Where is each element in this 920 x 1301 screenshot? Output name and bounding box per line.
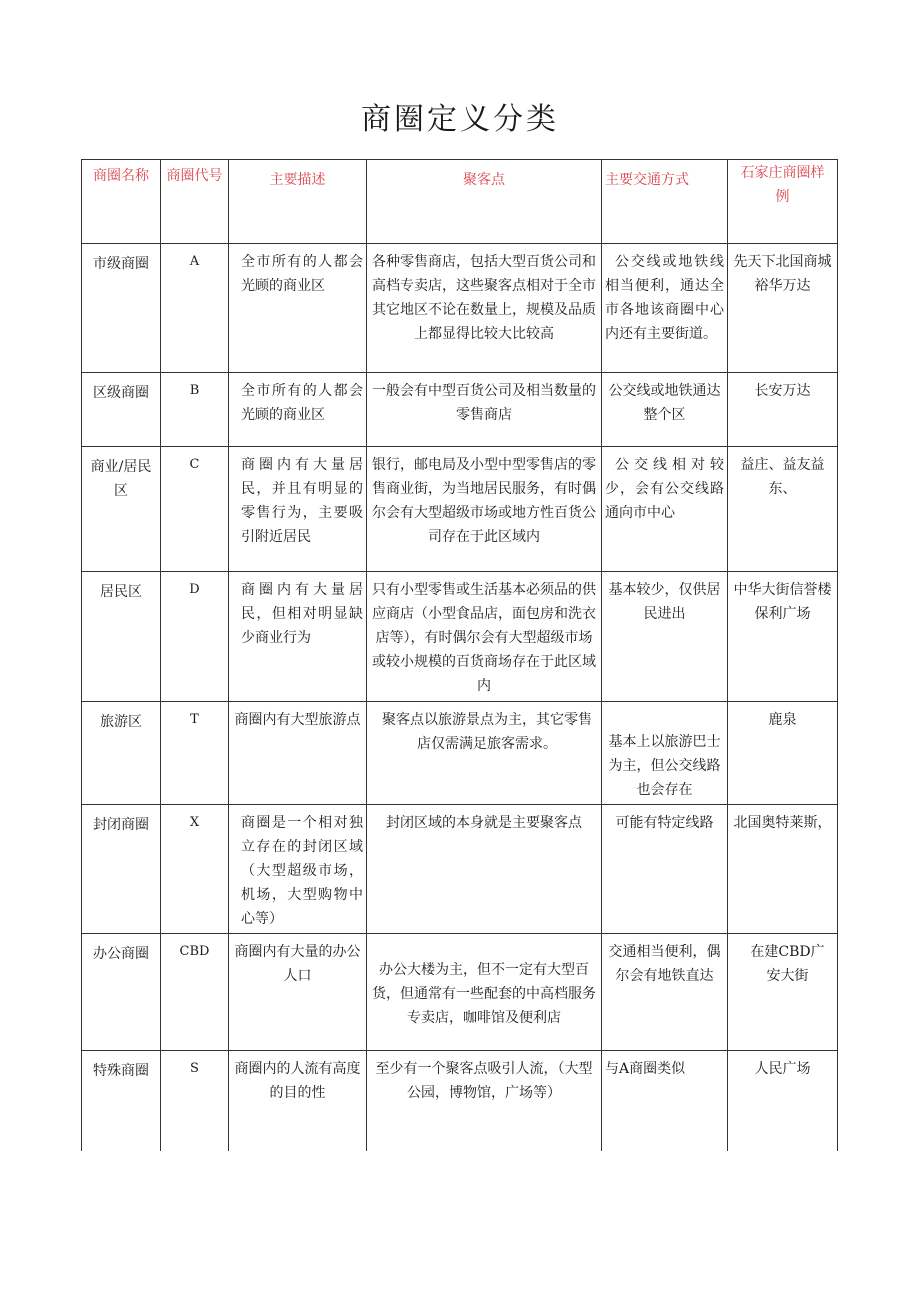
district-name: 办公商圈 xyxy=(82,934,161,1051)
header-code: 商圈代号 xyxy=(161,160,229,244)
district-desc: 商圈内有大量的办公人口 xyxy=(229,934,367,1051)
district-traffic: 基本上以旅游巴士为主，但公交线路也会存在 xyxy=(602,702,728,805)
table-header-row xyxy=(82,160,838,244)
district-desc: 商圈内有大型旅游点 xyxy=(229,702,367,805)
table-row xyxy=(82,702,838,805)
district-example: 长安万达 xyxy=(728,373,838,447)
district-example: 先天下北国商城裕华万达 xyxy=(728,244,838,373)
district-code: CBD xyxy=(161,934,229,1051)
district-points: 办公大楼为主，但不一定有大型百货，但通常有一些配套的中高档服务专卖店，咖啡馆及便利店 xyxy=(367,934,602,1051)
district-traffic: 交通相当便利，偶尔会有地铁直达 xyxy=(602,934,728,1051)
district-desc: 全市所有的人都会光顾的商业区 xyxy=(229,373,367,447)
district-example: 中华大街信誉楼保利广场 xyxy=(728,572,838,702)
district-traffic: 基本较少，仅供居民进出 xyxy=(602,572,728,702)
district-points: 至少有一个聚客点吸引人流，（大型公园，博物馆，广场等） xyxy=(367,1051,602,1151)
table-row xyxy=(82,805,838,934)
district-points: 银行，邮电局及小型中型零售店的零售商业街，为当地居民服务，有时偶尔会有大型超级市场或地方性百货公司存在于此区域内 xyxy=(367,447,602,572)
district-name: 市级商圈 xyxy=(82,244,161,373)
district-example: 北国奥特莱斯， xyxy=(728,805,838,934)
district-points: 只有小型零售或生活基本必须品的供应商店（小型食品店，面包房和洗衣店等），有时偶尔会有大型超级市场或较小规模的百货商场存在于此区域内 xyxy=(367,572,602,702)
district-name: 商业/居民区 xyxy=(82,447,161,572)
page-title: 商圈定义分类 xyxy=(361,102,559,137)
district-desc: 商圈内有大量居民，但相对明显缺少商业行为 xyxy=(229,572,367,702)
district-example: 在建CBD广安大街 xyxy=(728,934,838,1051)
header-points: 聚客点 xyxy=(367,160,602,244)
district-example: 益庄、益友益东、 xyxy=(728,447,838,572)
district-desc: 商圈内有大量居民，并且有明显的零售行为，主要吸引附近居民 xyxy=(229,447,367,572)
district-name: 区级商圈 xyxy=(82,373,161,447)
district-traffic: 与A商圈类似 xyxy=(602,1051,728,1151)
header-name: 商圈名称 xyxy=(82,160,161,244)
table-row xyxy=(82,373,838,447)
district-name: 特殊商圈 xyxy=(82,1051,161,1151)
district-code: D xyxy=(161,572,229,702)
table-row xyxy=(82,244,838,373)
district-points: 一般会有中型百货公司及相当数量的零售商店 xyxy=(367,373,602,447)
district-traffic: 公交线相对较少，会有公交线路通向市中心 xyxy=(602,447,728,572)
header-desc: 主要描述 xyxy=(229,160,367,244)
district-code: S xyxy=(161,1051,229,1151)
district-desc: 全市所有的人都会光顾的商业区 xyxy=(229,244,367,373)
business-district-table xyxy=(81,159,838,1151)
table-row xyxy=(82,1051,838,1151)
table-row xyxy=(82,572,838,702)
district-desc: 商圈是一个相对独立存在的封闭区域（大型超级市场，机场，大型购物中心等） xyxy=(229,805,367,934)
district-example: 鹿泉 xyxy=(728,702,838,805)
district-code: C xyxy=(161,447,229,572)
district-points: 聚客点以旅游景点为主，其它零售店仅需满足旅客需求。 xyxy=(367,702,602,805)
district-name: 旅游区 xyxy=(82,702,161,805)
district-traffic: 公交线或地铁通达整个区 xyxy=(602,373,728,447)
district-code: T xyxy=(161,702,229,805)
district-traffic: 可能有特定线路 xyxy=(602,805,728,934)
district-example: 人民广场 xyxy=(728,1051,838,1151)
header-traffic: 主要交通方式 xyxy=(602,160,728,244)
district-code: B xyxy=(161,373,229,447)
district-code: A xyxy=(161,244,229,373)
district-points: 各种零售商店，包括大型百货公司和高档专卖店，这些聚客点相对于全市其它地区不论在数量上，规模及品质上都显得比较大比较高 xyxy=(367,244,602,373)
district-traffic: 公交线或地铁线相当便利，通达全市各地该商圈中心内还有主要街道。 xyxy=(602,244,728,373)
table-row xyxy=(82,447,838,572)
header-example: 石家庄商圈样例 xyxy=(728,160,838,244)
district-name: 封闭商圈 xyxy=(82,805,161,934)
district-desc: 商圈内的人流有高度的目的性 xyxy=(229,1051,367,1151)
table-row xyxy=(82,934,838,1051)
district-name: 居民区 xyxy=(82,572,161,702)
district-points: 封闭区域的本身就是主要聚客点 xyxy=(367,805,602,934)
district-code: X xyxy=(161,805,229,934)
